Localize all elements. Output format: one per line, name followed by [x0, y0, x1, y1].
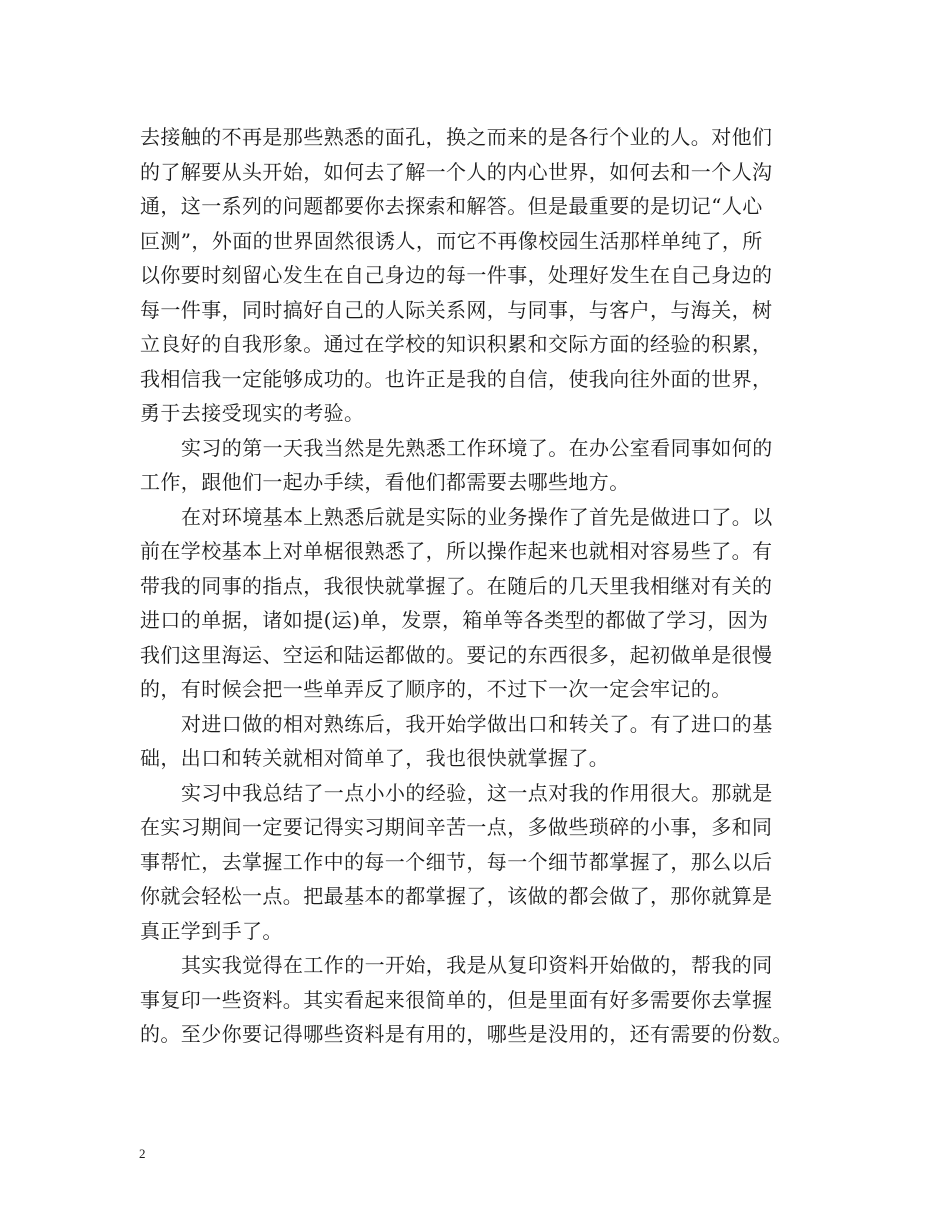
- text-line: 进口的单据，诸如提(运)单，发票，箱单等各类型的都做了学习，因为: [140, 608, 769, 632]
- text-line: 带我的同事的指点，我很快就掌握了。在随后的几天里我相继对有关的: [140, 573, 773, 598]
- text-line: 事帮忙，去掌握工作中的每一个细节，每一个细节都掌握了，那么以后: [140, 849, 773, 874]
- text-line: 你就会轻松一点。把最基本的都掌握了，该做的都会做了，那你就算是: [140, 884, 773, 908]
- text-line: 勇于去接受现实的考验。: [140, 401, 365, 425]
- text-line: 真正学到手了。: [140, 918, 283, 943]
- text-line: 我们这里海运、空运和陆运都做的。要记的东西很多，起初做单是很慢: [140, 642, 773, 667]
- paragraph: [140, 120, 820, 431]
- text-line: 的了解要从头开始，如何去了解一个人的内心世界，如何去和一个人沟: [140, 159, 773, 184]
- text-line: 在实习期间一定要记得实习期间辛苦一点，多做些琐碎的小事，多和同: [140, 815, 773, 839]
- page-number: 2: [139, 1146, 146, 1161]
- text-line: 对进口做的相对熟练后，我开始学做出口和转关了。有了进口的基: [181, 711, 773, 736]
- text-line: 叵测”，外面的世界固然很诱人，而它不再像校园生活那样单纯了，所: [140, 228, 763, 253]
- text-line: 工作，跟他们一起办手续，看他们都需要去哪些地方。: [140, 470, 630, 494]
- text-line: 前在学校基本上对单椐很熟悉了，所以操作起来也就相对容易些了。有: [140, 539, 773, 563]
- text-line: 础，出口和转关就相对简单了，我也很快就掌握了。: [140, 746, 610, 770]
- text-line: 实习的第一天我当然是先熟悉工作环境了。在办公室看同事如何的: [181, 435, 773, 460]
- paragraph: [140, 500, 820, 707]
- text-line: 事复印一些资料。其实看起来很简单的，但是里面有好多需要你去掌握: [140, 987, 773, 1012]
- text-line: 其实我觉得在工作的一开始，我是从复印资料开始做的，帮我的同: [181, 953, 773, 977]
- text-line: 我相信我一定能够成功的。也许正是我的自信，使我向往外面的世界，: [140, 366, 773, 391]
- paragraph: [140, 707, 820, 776]
- text-line: 去接触的不再是那些熟悉的面孔，换之而来的是各行个业的人。对他们: [140, 125, 773, 149]
- text-line: 以你要时刻留心发生在自己身边的每一件事，处理好发生在自己身边的: [140, 263, 773, 287]
- text-line: 在对环境基本上熟悉后就是实际的业务操作了首先是做进口了。以: [181, 504, 773, 529]
- paragraph: [140, 431, 820, 500]
- text-line: 每一件事，同时搞好自己的人际关系网，与同事，与客户，与海关，树: [140, 297, 773, 322]
- text-line: 实习中我总结了一点小小的经验，这一点对我的作用很大。那就是: [181, 780, 773, 805]
- text-line: 立良好的自我形象。通过在学校的知识积累和交际方面的经验的积累，: [140, 332, 773, 356]
- paragraph: [140, 948, 820, 1052]
- text-line: 的，有时候会把一些单弄反了顺序的，不过下一次一定会牢记的。: [140, 677, 732, 701]
- text-line: 通，这一系列的问题都要你去探索和解答。但是最重要的是切记“人心: [140, 194, 763, 218]
- text-line: 的。至少你要记得哪些资料是有用的，哪些是没用的，还有需要的份数。: [140, 1022, 793, 1046]
- paragraph: [140, 776, 820, 949]
- document-body: [140, 120, 820, 1052]
